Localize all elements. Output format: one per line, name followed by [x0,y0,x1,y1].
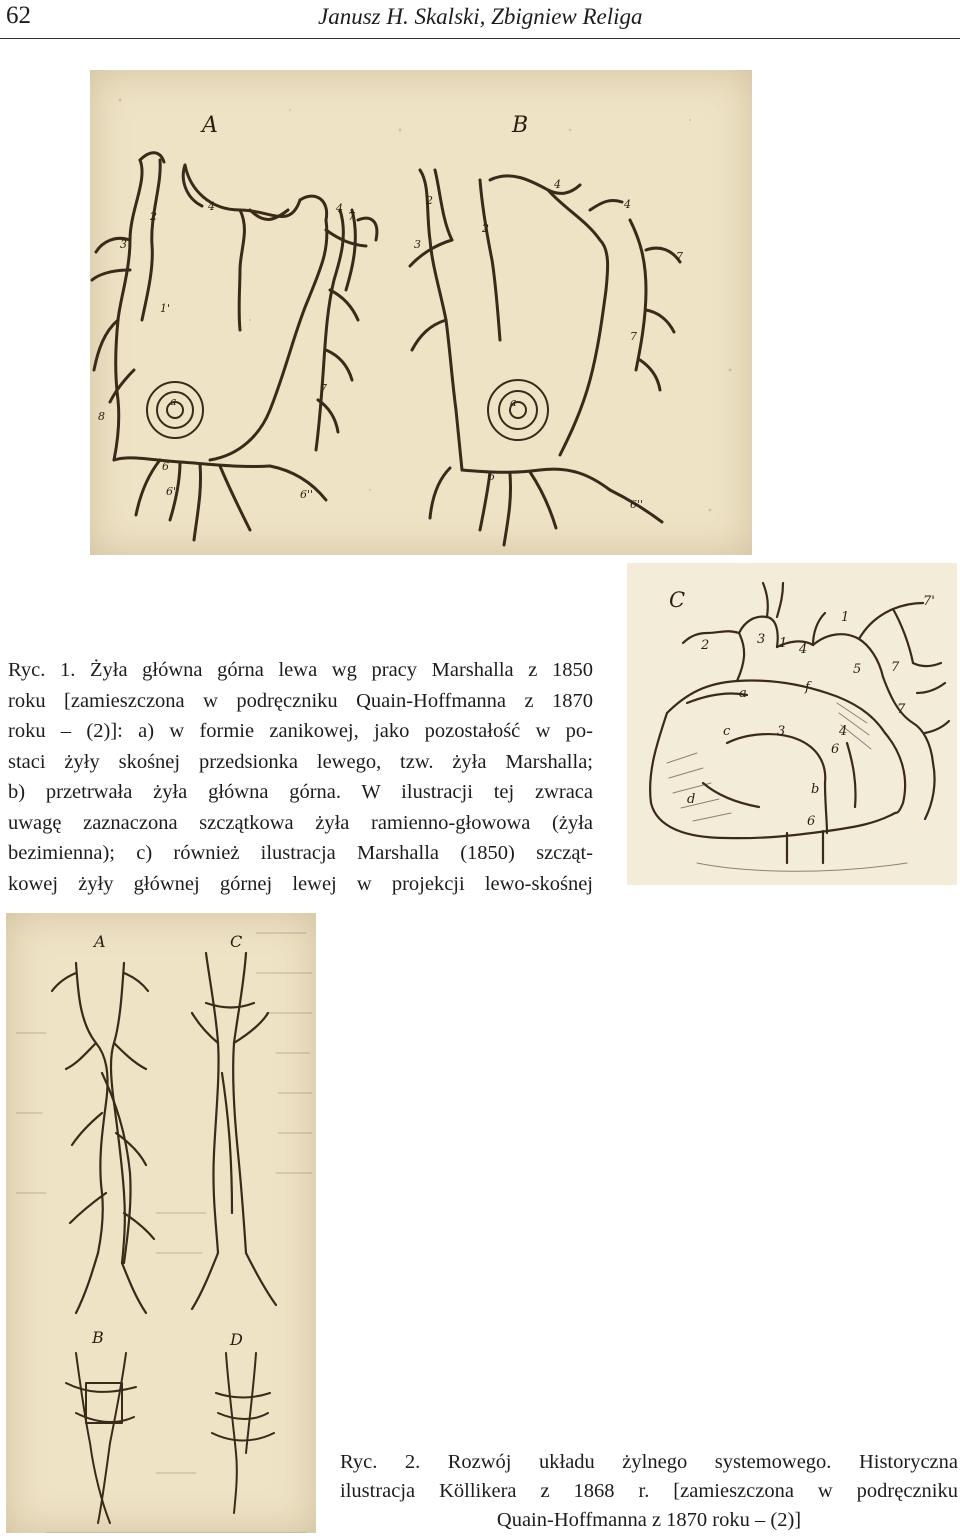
figure-1-label-c: C [669,588,686,612]
caption-2-line: Quain-Hoffmanna z 1870 roku – (2)] [496,1509,802,1531]
embryo-b-veins [66,1353,136,1523]
svg-text:4: 4 [208,200,215,213]
svg-text:4: 4 [799,642,808,657]
svg-text:f: f [805,680,810,695]
heart-drawing-c [627,563,957,885]
venous-drawing-a-b [90,70,752,555]
panel-b-vein-drawing [410,170,680,545]
figure-1-panel-c-illustration [627,563,957,885]
svg-text:2: 2 [482,222,489,235]
svg-text:2: 2 [701,638,710,653]
svg-text:1: 1 [779,636,788,651]
svg-text:6: 6 [831,742,840,757]
venous-development-drawing [6,913,316,1533]
svg-text:1': 1' [160,302,171,315]
caption-1-line: staci żyły skośnej przedsionka lewego, tzw. żyła Marshalla; [8,750,593,773]
svg-text:3: 3 [120,238,127,251]
header-divider [0,38,960,39]
caption-1-line: kowej żyły głównej górnej lewej w projekcji lewo-skośnej [8,872,593,895]
svg-text:6: 6 [162,460,169,473]
svg-text:2: 2 [150,210,157,223]
svg-text:d: d [687,792,696,807]
svg-text:a: a [170,395,177,408]
svg-text:7: 7 [348,210,355,223]
page-number: 62 [6,2,31,29]
embryo-c-veins [192,953,276,1309]
embryo-a-veins [52,963,154,1313]
svg-text:4: 4 [554,178,561,191]
svg-text:4: 4 [839,724,848,739]
svg-text:2: 2 [426,194,433,207]
svg-text:a: a [739,686,747,701]
panel-b-numbering [414,178,683,511]
svg-text:3: 3 [757,632,766,647]
plate-texture-specks [119,99,732,512]
svg-text:6'': 6'' [300,488,314,501]
svg-text:6: 6 [488,470,495,483]
panel-a-atrium-coil [147,382,203,438]
panel-b-atrium-coil [488,380,548,440]
caption-1-line: bezimienna); c) również ilustracja Marshalla (1850) szcząt- [8,842,593,864]
caption-1-line: uwagę zaznaczona szczątkowa żyła ramienno-głowowa (żyła [8,811,593,834]
svg-text:C: C [230,932,243,951]
svg-text:D: D [230,1330,243,1349]
svg-text:8: 8 [98,410,105,423]
svg-text:b: b [811,782,820,797]
figure-2-bleed-through-text [16,933,312,1533]
svg-text:6: 6 [807,814,816,829]
caption-1-line: roku – (2)]: a) w formie zanikowej, jako pozostałość w po- [8,720,593,742]
caption-1-line: Ryc. 1. Żyła główna górna lewa wg pracy Marshalla z 1850 [8,659,593,681]
svg-text:4: 4 [336,202,343,215]
svg-text:3: 3 [414,238,421,251]
svg-text:5: 5 [853,662,862,677]
svg-text:7: 7 [630,330,637,343]
svg-text:7: 7 [897,702,906,717]
svg-text:4: 4 [624,198,631,211]
running-head-authors: Janusz H. Skalski, Zbigniew Religa [318,4,643,29]
svg-text:A: A [94,932,106,951]
caption-2-line: Ryc. 2. Rozwój układu żylnego systemowego. Historyczna [340,1451,958,1473]
figure-2-panel-letters [91,932,243,1349]
figure-1-label-a: A [202,113,218,138]
figure-1-panels-a-b-illustration [90,70,752,555]
svg-text:B: B [92,1328,104,1347]
svg-text:a: a [510,396,517,409]
caption-2-line: ilustracja Köllikera z 1868 r. [zamieszczona w podręczniku [340,1480,958,1502]
caption-1-line: roku [zamieszczona w podręczniku Quain-Hoffmanna z 1870 [8,689,593,712]
embryo-d-veins [212,1353,274,1513]
svg-text:7': 7' [923,594,935,609]
figure-1-caption [8,655,593,899]
svg-text:1: 1 [841,610,850,625]
caption-1-line: b) przetrwała żyła główna górna. W ilustracji tej zwraca [8,781,593,803]
svg-text:6'': 6'' [630,498,644,511]
svg-text:3: 3 [777,724,786,739]
figure-2-illustration [6,913,316,1533]
svg-text:c: c [723,724,731,739]
svg-text:6': 6' [166,485,177,498]
svg-text:7: 7 [891,660,900,675]
figure-2-caption [340,1448,958,1535]
panel-a-vein-drawing [92,153,377,540]
svg-text:7: 7 [676,250,683,263]
figure-1-label-b: B [512,113,529,138]
svg-text:7: 7 [320,382,327,395]
